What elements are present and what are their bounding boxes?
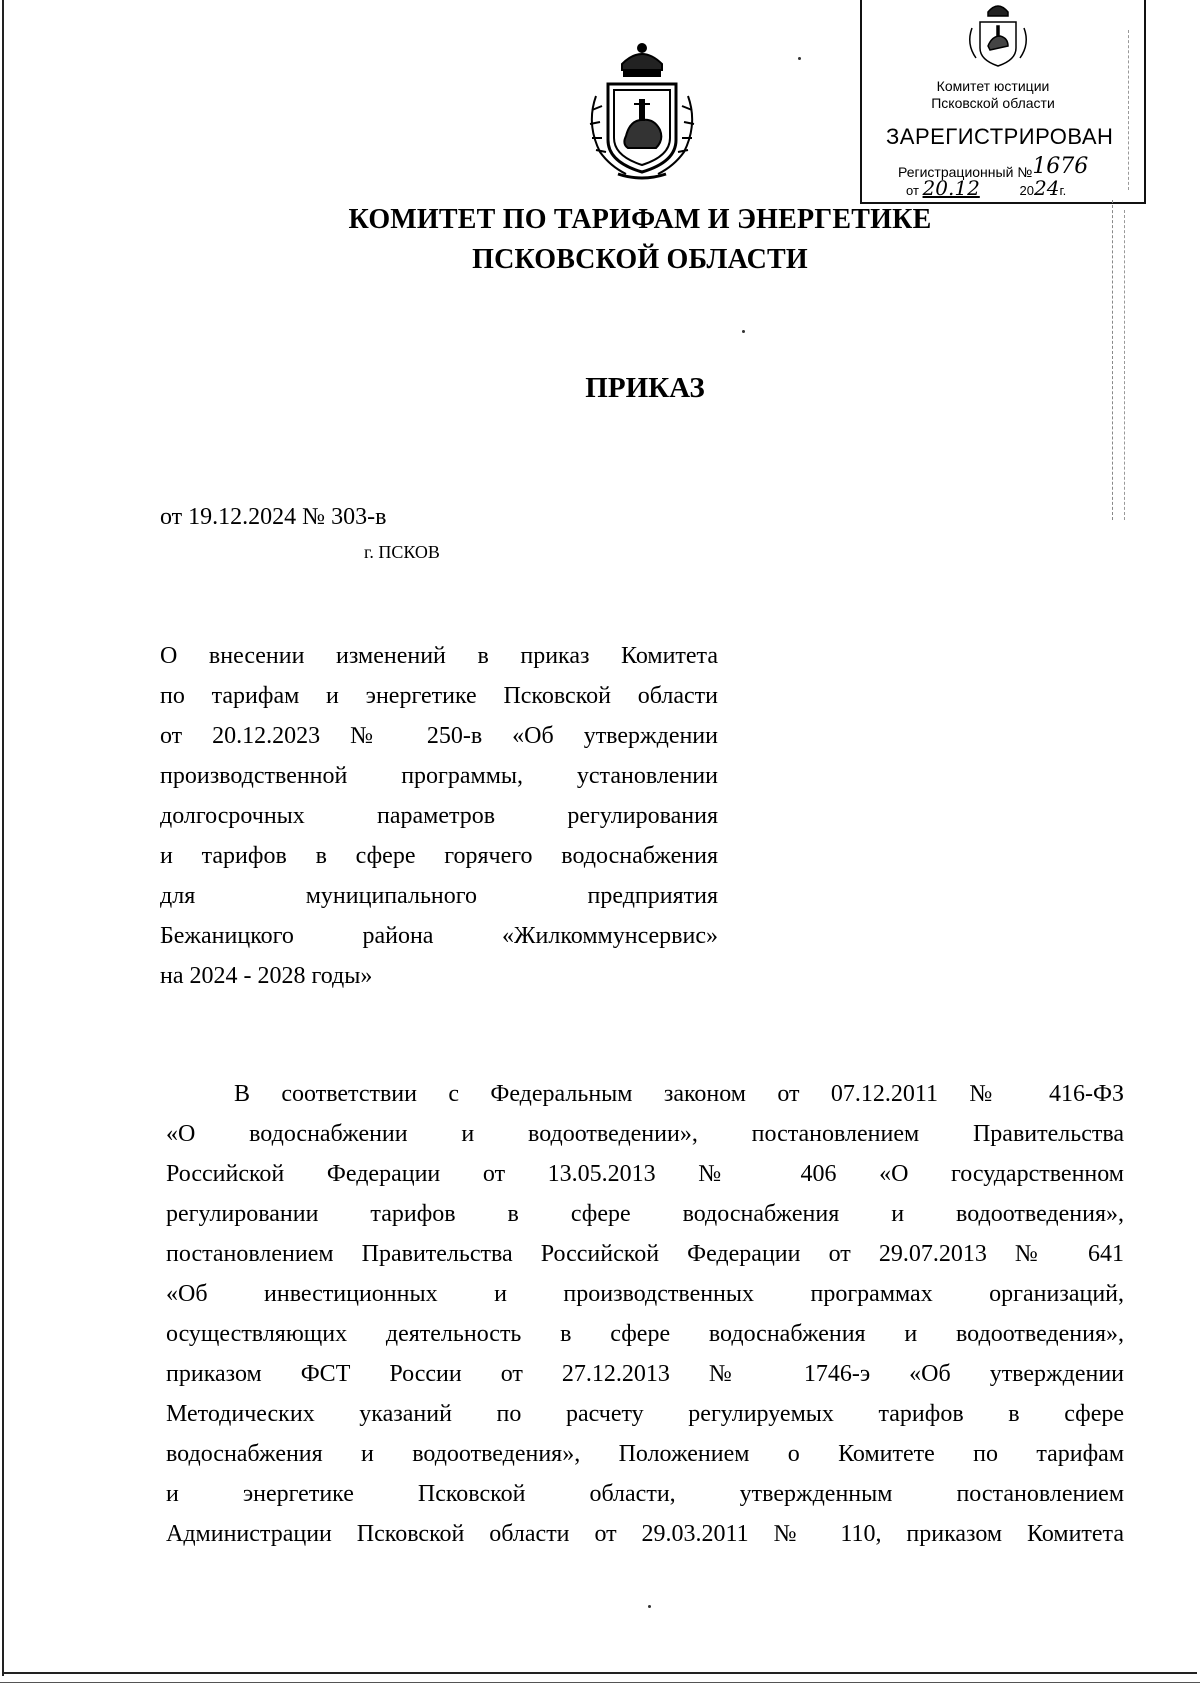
scan-speck xyxy=(648,1605,651,1608)
subject-line: и тарифов в сфере горячего водоснабжения xyxy=(160,843,718,869)
stamp-date-day-month: 20.12 xyxy=(922,176,980,200)
scan-speck xyxy=(742,330,745,333)
registration-stamp xyxy=(860,0,1146,204)
organization-name-line: ПСКОВСКОЙ ОБЛАСТИ xyxy=(472,244,808,275)
document-type-title: ПРИКАЗ xyxy=(585,372,705,404)
stamp-registered-label: ЗАРЕГИСТРИРОВАН xyxy=(886,124,1114,149)
stamp-reg-number: 1676 xyxy=(1032,154,1089,179)
body-line: Российской Федерации от 13.05.2013 № 406 «О государственном xyxy=(166,1161,1124,1187)
scan-bottom-border xyxy=(2,1672,1197,1674)
stamp-registration-date xyxy=(906,176,1066,200)
subject-line: для муниципального предприятия xyxy=(160,883,718,909)
scan-artifact-line xyxy=(1112,200,1114,520)
body-line: и энергетике Псковской области, утвержденным постановлением xyxy=(166,1481,1124,1507)
order-body-text xyxy=(166,1074,1124,1554)
body-line: Администрации Псковской области от 29.03.2011 № 110, приказом Комитета xyxy=(166,1521,1124,1547)
body-line: «Об инвестиционных и производственных программах организаций, xyxy=(166,1281,1124,1307)
scan-speck xyxy=(798,57,801,60)
stamp-date-year-prefix: 20 xyxy=(1019,183,1034,198)
stamp-date-year-suffix: 24 xyxy=(1034,176,1060,200)
scan-bottom-edge xyxy=(0,1682,1200,1683)
scan-artifact-line xyxy=(1128,30,1130,190)
order-subject xyxy=(160,636,718,996)
stamp-date-prefix: от xyxy=(906,183,919,198)
stamp-date-suffix: г. xyxy=(1059,183,1067,198)
stamp-committee-name xyxy=(862,78,1124,112)
subject-line: О внесении изменений в приказ Комитета xyxy=(160,643,718,669)
subject-line: производственной программы, установлении xyxy=(160,763,718,789)
body-line: Методических указаний по расчету регулируемых тарифов в сфере xyxy=(166,1401,1124,1427)
order-date-number: от 19.12.2024 № 303-в xyxy=(160,504,387,530)
subject-line: Бежаницкого района «Жилкоммунсервис» xyxy=(160,923,718,949)
organization-name xyxy=(300,200,980,280)
body-line: регулировании тарифов в сфере водоснабжения и водоотведения», xyxy=(166,1201,1124,1227)
subject-line: на 2024 - 2028 годы» xyxy=(160,963,373,989)
body-line: постановлением Правительства Российской Федерации от 29.07.2013 № 641 xyxy=(166,1241,1124,1267)
stamp-coat-of-arms-icon xyxy=(962,0,1034,68)
organization-name-line: КОМИТЕТ ПО ТАРИФАМ И ЭНЕРГЕТИКЕ xyxy=(348,204,932,235)
stamp-committee-line: Комитет юстиции xyxy=(936,78,1050,94)
stamp-reg-label: Регистрационный № xyxy=(898,164,1033,180)
scan-artifact-line xyxy=(1124,210,1126,520)
body-line: В соответствии с Федеральным законом от 07.12.2011 № 416-ФЗ xyxy=(234,1081,1124,1107)
body-line: осуществляющих деятельность в сфере водоснабжения и водоотведения», xyxy=(166,1321,1124,1347)
body-line: водоснабжения и водоотведения», Положением о Комитете по тарифам xyxy=(166,1441,1124,1467)
stamp-committee-line: Псковской области xyxy=(931,95,1055,111)
coat-of-arms-emblem xyxy=(578,40,706,180)
subject-line: от 20.12.2023 № 250-в «Об утверждении xyxy=(160,723,718,749)
scan-left-border xyxy=(2,0,4,1676)
order-city: г. ПСКОВ xyxy=(364,542,440,562)
body-line: «О водоснабжении и водоотведении», постановлением Правительства xyxy=(166,1121,1124,1147)
subject-line: долгосрочных параметров регулирования xyxy=(160,803,718,829)
subject-line: по тарифам и энергетике Псковской области xyxy=(160,683,718,709)
body-line: приказом ФСТ России от 27.12.2013 № 1746-э «Об утверждении xyxy=(166,1361,1124,1387)
